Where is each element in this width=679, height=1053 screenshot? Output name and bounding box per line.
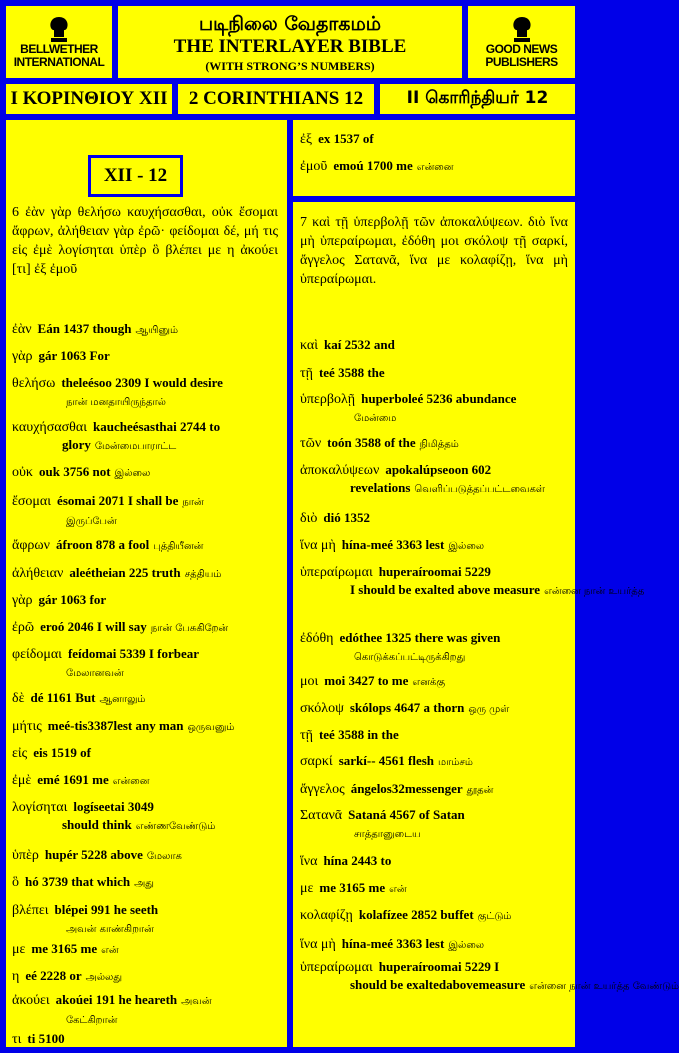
greek-word: ἐμὲ — [12, 773, 32, 788]
greek-word: τῇ — [300, 366, 313, 381]
tamil-gloss: நான் பேசுகிறேன் — [150, 623, 229, 634]
entry-continuation — [12, 436, 220, 455]
continuation-tamil: அவன் காண்கிறான் — [66, 924, 154, 935]
word-entry — [300, 434, 459, 453]
greek-word: μοι — [300, 674, 319, 689]
greek-word: η — [12, 969, 20, 984]
continuation-tamil: மேன்மை — [354, 413, 397, 424]
greek-word: θελήσω — [12, 376, 56, 391]
translit-strongs-gloss: emoú 1700 me — [333, 158, 413, 173]
continuation-tamil: நான் மனதாயிருந்தால் — [66, 397, 166, 408]
continuation-english: I should be exalted above measure — [350, 582, 541, 597]
translit-strongs-gloss: áfroon 878 a fool — [55, 537, 150, 552]
greek-word: ἵνα μὴ — [300, 937, 336, 952]
greek-word: ἄφρων — [12, 538, 50, 553]
greek-word: ἐρῶ — [12, 620, 35, 635]
translit-strongs-gloss: logíseetai 3049 — [73, 799, 154, 814]
greek-word: τῶν — [300, 436, 322, 451]
word-entry — [12, 798, 215, 835]
greek-word: καυχήσασθαι — [12, 420, 87, 435]
tamil-gloss: என் — [101, 945, 119, 956]
tamil-gloss: தூதன் — [466, 785, 494, 796]
tamil-gloss: ஒருவனும் — [187, 722, 235, 733]
entry-continuation — [300, 824, 465, 843]
greek-word: τῇ — [300, 728, 313, 743]
greek-word: εἰς — [12, 746, 28, 761]
translit-strongs-gloss: ésomai 2071 I shall be — [57, 493, 179, 508]
translit-strongs-gloss: hína 2443 to — [323, 853, 392, 868]
logo-line2: INTERNATIONAL — [13, 55, 105, 69]
logo-line1: GOOD NEWS — [485, 42, 558, 56]
book-header-tamil: II கொரிந்தியர் 12 — [378, 82, 577, 116]
word-entry — [12, 645, 199, 682]
translit-strongs-gloss: skólops 4647 a thorn — [349, 700, 465, 715]
translit-strongs-gloss: kolafízee 2852 buffet — [358, 907, 474, 922]
word-entry — [12, 991, 212, 1029]
continuation-tamil: கேட்கிறான் — [66, 1015, 118, 1026]
translit-strongs-gloss: feídomai 5339 I forbear — [67, 646, 199, 661]
book-header-english: 2 CORINTHIANS 12 — [176, 82, 376, 116]
translit-strongs-gloss: eé 2228 or — [25, 968, 82, 983]
greek-word: φείδομαι — [12, 647, 62, 662]
greek-word: γὰρ — [12, 593, 33, 608]
entry-continuation — [300, 408, 516, 427]
greek-word: ἀποκαλύψεων — [300, 463, 380, 478]
translit-strongs-gloss: teé 3588 the — [318, 365, 385, 380]
word-entry — [300, 906, 511, 925]
greek-word: μήτις — [12, 719, 42, 734]
greek-word: σαρκί — [300, 754, 333, 769]
word-entry — [300, 563, 644, 600]
greek-word: ἀκούει — [12, 993, 50, 1008]
tamil-gloss: இல்லை — [448, 940, 485, 951]
word-entry — [300, 780, 493, 799]
translit-strongs-gloss: apokalúpseoon 602 — [385, 462, 492, 477]
word-entry — [300, 752, 473, 771]
tamil-gloss: சத்தியம் — [184, 569, 222, 580]
translit-strongs-gloss: gár 1063 for — [38, 592, 107, 607]
continuation-english: revelations — [350, 480, 411, 495]
word-entry — [300, 672, 445, 691]
continuation-english: should be exaltedabovemeasure — [350, 977, 526, 992]
word-entry — [300, 509, 370, 527]
translit-strongs-gloss: toón 3588 of the — [327, 435, 416, 450]
translit-strongs-gloss: huperaíroomai 5229 — [378, 564, 491, 579]
translit-strongs-gloss: Eán 1437 though — [37, 321, 132, 336]
tamil-gloss: ஆனாலும் — [99, 694, 146, 705]
title-block — [116, 4, 464, 80]
continuation-tamil: மேலானவன் — [66, 668, 124, 679]
continuation-tamil: சாத்தானுடைய — [354, 829, 421, 840]
chapter-label: XII - 12 — [88, 155, 183, 197]
translit-strongs-gloss: dió 1352 — [323, 510, 370, 525]
translit-strongs-gloss: huperaíroomai 5229 I — [378, 959, 500, 974]
tamil-gloss: அவன் — [181, 996, 212, 1007]
greek-word: ἐμοῦ — [300, 159, 328, 174]
tamil-gloss: மாம்சம் — [438, 757, 473, 768]
greek-word: κολαφίζῃ — [300, 908, 353, 923]
translit-strongs-gloss: gár 1063 For — [38, 348, 110, 363]
word-entry — [300, 130, 374, 148]
word-entry — [12, 591, 106, 609]
title-subtitle: (WITH STRONG’S NUMBERS) — [205, 59, 375, 73]
tamil-gloss: இல்லை — [114, 468, 151, 479]
translit-strongs-gloss: akoúei 191 he heareth — [55, 992, 178, 1007]
entry-continuation — [300, 479, 545, 498]
entry-continuation — [300, 647, 500, 666]
translit-strongs-gloss: hó 3739 that which — [25, 874, 131, 889]
continuation-english: glory — [62, 437, 91, 452]
word-entry — [12, 320, 178, 339]
entry-continuation — [300, 976, 679, 995]
word-entry — [12, 374, 223, 411]
word-entry — [300, 629, 500, 666]
logo-line1: BELLWETHER — [20, 42, 98, 56]
translit-strongs-gloss: edóthee 1325 there was given — [339, 630, 501, 645]
translit-strongs-gloss: blépei 991 he seeth — [54, 902, 159, 917]
entry-continuation — [12, 919, 158, 938]
word-entry — [300, 852, 391, 870]
continuation-tamil: மேன்மைபாராட்ட — [94, 441, 177, 452]
greek-word: ἔσομαι — [12, 494, 52, 509]
translit-strongs-gloss: me 3165 me — [31, 941, 98, 956]
translit-strongs-gloss: aleétheian 225 truth — [69, 565, 181, 580]
entry-continuation — [300, 581, 644, 600]
entry-continuation — [12, 663, 199, 682]
continuation-tamil: கொடுக்கப்பட்டிருக்கிறது — [354, 652, 466, 663]
greek-word: ἄγγελος — [300, 782, 345, 797]
ram-logo-icon — [509, 15, 535, 43]
translit-strongs-gloss: kaucheésasthai 2744 to — [92, 419, 221, 434]
tamil-gloss: குட்டும் — [477, 911, 512, 922]
greek-word: τι — [12, 1032, 22, 1047]
tamil-gloss: ஆயினும் — [135, 325, 179, 336]
good-news-logo — [466, 4, 577, 80]
word-entry — [300, 536, 484, 555]
tamil-gloss: ஒரு முள் — [468, 704, 510, 715]
translit-strongs-gloss: dé 1161 But — [30, 690, 96, 705]
tamil-gloss: புத்தியீனன் — [153, 541, 204, 552]
greek-word: ἐὰν — [12, 322, 32, 337]
word-entry — [12, 536, 203, 555]
tamil-gloss: என் — [389, 884, 407, 895]
word-entry — [300, 806, 465, 843]
greek-word: με — [12, 942, 26, 957]
logo-line2: PUBLISHERS — [485, 55, 558, 69]
translit-strongs-gloss: huperboleé 5236 abundance — [361, 391, 517, 406]
word-entry — [12, 418, 220, 455]
translit-strongs-gloss: kaí 2532 and — [324, 337, 395, 352]
word-entry — [300, 958, 679, 995]
word-entry — [12, 618, 228, 637]
word-entry — [300, 879, 407, 898]
title-tamil: படிநிலை வேதாகமம் — [198, 13, 382, 35]
tamil-gloss: அல்லது — [85, 972, 123, 983]
greek-word: ἀλήθειαν — [12, 566, 64, 581]
word-entry — [12, 873, 154, 892]
entry-continuation — [12, 392, 223, 411]
word-entry — [12, 771, 149, 790]
word-entry — [300, 364, 385, 382]
verse-6-text: 6 ἐὰν γὰρ θελήσω καυχήσασθαι, οὐκ ἔσομαι ἄφρων, ἀλήθειαν γὰρ ἐρῶ· φείδομαι δέ, μή τις εἰς ἐμὲ λογίσηται ὑπὲρ ὃ βλέπει με η ἀκούει [τι] ἐξ ἐμοῦ — [12, 205, 278, 277]
entry-continuation — [12, 816, 215, 835]
word-entry — [12, 347, 110, 365]
translit-strongs-gloss: meé-tis3387lest any man — [47, 718, 184, 733]
greek-word: με — [300, 881, 314, 896]
word-entry — [12, 744, 91, 762]
tamil-gloss: மேலாக — [146, 851, 182, 862]
continuation-tamil: என்னை நான் உயர்த்த — [544, 586, 645, 597]
word-entry — [12, 1030, 65, 1048]
continuation-tamil: எண்ணவேண்டும் — [135, 821, 216, 832]
bellwether-logo — [4, 4, 114, 80]
translit-strongs-gloss: ex 1537 of — [318, 131, 374, 146]
tamil-gloss: என்னை — [416, 162, 454, 173]
translit-strongs-gloss: ouk 3756 not — [39, 464, 111, 479]
greek-word: ὃ — [12, 875, 19, 890]
greek-word: λογίσηται — [12, 800, 68, 815]
word-entry — [300, 461, 545, 498]
book-header-greek: Ι ΚΟΡΙΝΘΙΟΥ XII — [4, 82, 174, 116]
translit-strongs-gloss: emé 1691 me — [37, 772, 109, 787]
greek-word: καὶ — [300, 338, 319, 353]
greek-word: διὸ — [300, 511, 318, 526]
greek-word: ἐδόθη — [300, 631, 334, 646]
word-entry — [12, 901, 158, 938]
translit-strongs-gloss: hína-meé 3363 lest — [341, 936, 445, 951]
translit-strongs-gloss: ángelos32messenger — [350, 781, 463, 796]
translit-strongs-gloss: me 3165 me — [319, 880, 386, 895]
word-entry — [300, 336, 395, 354]
translit-strongs-gloss: hupér 5228 above — [44, 847, 143, 862]
translit-strongs-gloss: eis 1519 of — [33, 745, 91, 760]
word-entry — [12, 846, 182, 865]
tamil-gloss: என்னை — [112, 776, 150, 787]
word-entry — [12, 492, 204, 530]
word-entry — [300, 390, 516, 427]
entry-continuation — [12, 511, 204, 530]
translit-strongs-gloss: hína-meé 3363 lest — [341, 537, 445, 552]
greek-word: ἵνα — [300, 854, 318, 869]
word-entry — [12, 564, 221, 583]
continuation-tamil: வெளிப்படுத்தப்பட்டவைகள் — [414, 484, 545, 495]
greek-word: Σατανᾶ — [300, 808, 343, 823]
greek-word: ὑπὲρ — [12, 848, 39, 863]
word-entry — [300, 157, 453, 176]
verse-7-text: 7 καὶ τῇ ὑπερβολῇ τῶν ἀποκαλύψεων. διὸ ἵνα μὴ ὑπεραίρωμαι, ἐδόθη μοι σκόλοψ τῇ σαρκί, ἄγγελος Σατανᾶ, ἵνα με κολαφίζῃ, ἵνα μὴ ὑπεραίρωμαι. — [300, 215, 568, 287]
translit-strongs-gloss: Sataná 4567 of Satan — [348, 807, 465, 822]
ram-logo-icon — [46, 15, 72, 43]
greek-word: σκόλοψ — [300, 701, 344, 716]
continuation-english: should think — [62, 817, 132, 832]
tamil-gloss: அது — [134, 878, 154, 889]
greek-word: γὰρ — [12, 349, 33, 364]
tamil-gloss: எனக்கு — [412, 677, 446, 688]
greek-word: ἵνα μὴ — [300, 538, 336, 553]
greek-word: ὑπεραίρωμαι — [300, 565, 373, 580]
greek-word: δὲ — [12, 691, 25, 706]
entry-continuation — [12, 1010, 212, 1029]
greek-word: βλέπει — [12, 903, 49, 918]
greek-word: ὑπερβολῇ — [300, 392, 356, 407]
title-english: THE INTERLAYER BIBLE — [173, 36, 407, 57]
word-entry — [12, 940, 119, 959]
continuation-tamil: என்னை நான் உயர்த்த வேண்டும் — [529, 981, 679, 992]
translit-strongs-gloss: moi 3427 to me — [324, 673, 409, 688]
word-entry — [12, 717, 234, 736]
word-entry — [300, 935, 484, 954]
tamil-gloss: நான் — [182, 497, 204, 508]
translit-strongs-gloss: theleésoo 2309 I would desire — [61, 375, 223, 390]
tamil-gloss: நிமித்தம் — [419, 439, 459, 450]
translit-strongs-gloss: sarkí-- 4561 flesh — [338, 753, 435, 768]
greek-word: ὑπεραίρωμαι — [300, 960, 373, 975]
word-entry — [300, 699, 509, 718]
continuation-tamil: இருப்பேன் — [66, 516, 117, 527]
translit-strongs-gloss: ti 5100 — [27, 1031, 65, 1046]
word-entry — [300, 726, 399, 744]
greek-word: οὐκ — [12, 465, 33, 480]
greek-word: ἐξ — [300, 132, 313, 147]
translit-strongs-gloss: teé 3588 in the — [318, 727, 399, 742]
word-entry — [12, 689, 145, 708]
word-entry — [12, 967, 122, 986]
translit-strongs-gloss: eroó 2046 I will say — [40, 619, 147, 634]
word-entry — [12, 463, 150, 482]
tamil-gloss: இல்லை — [448, 541, 485, 552]
